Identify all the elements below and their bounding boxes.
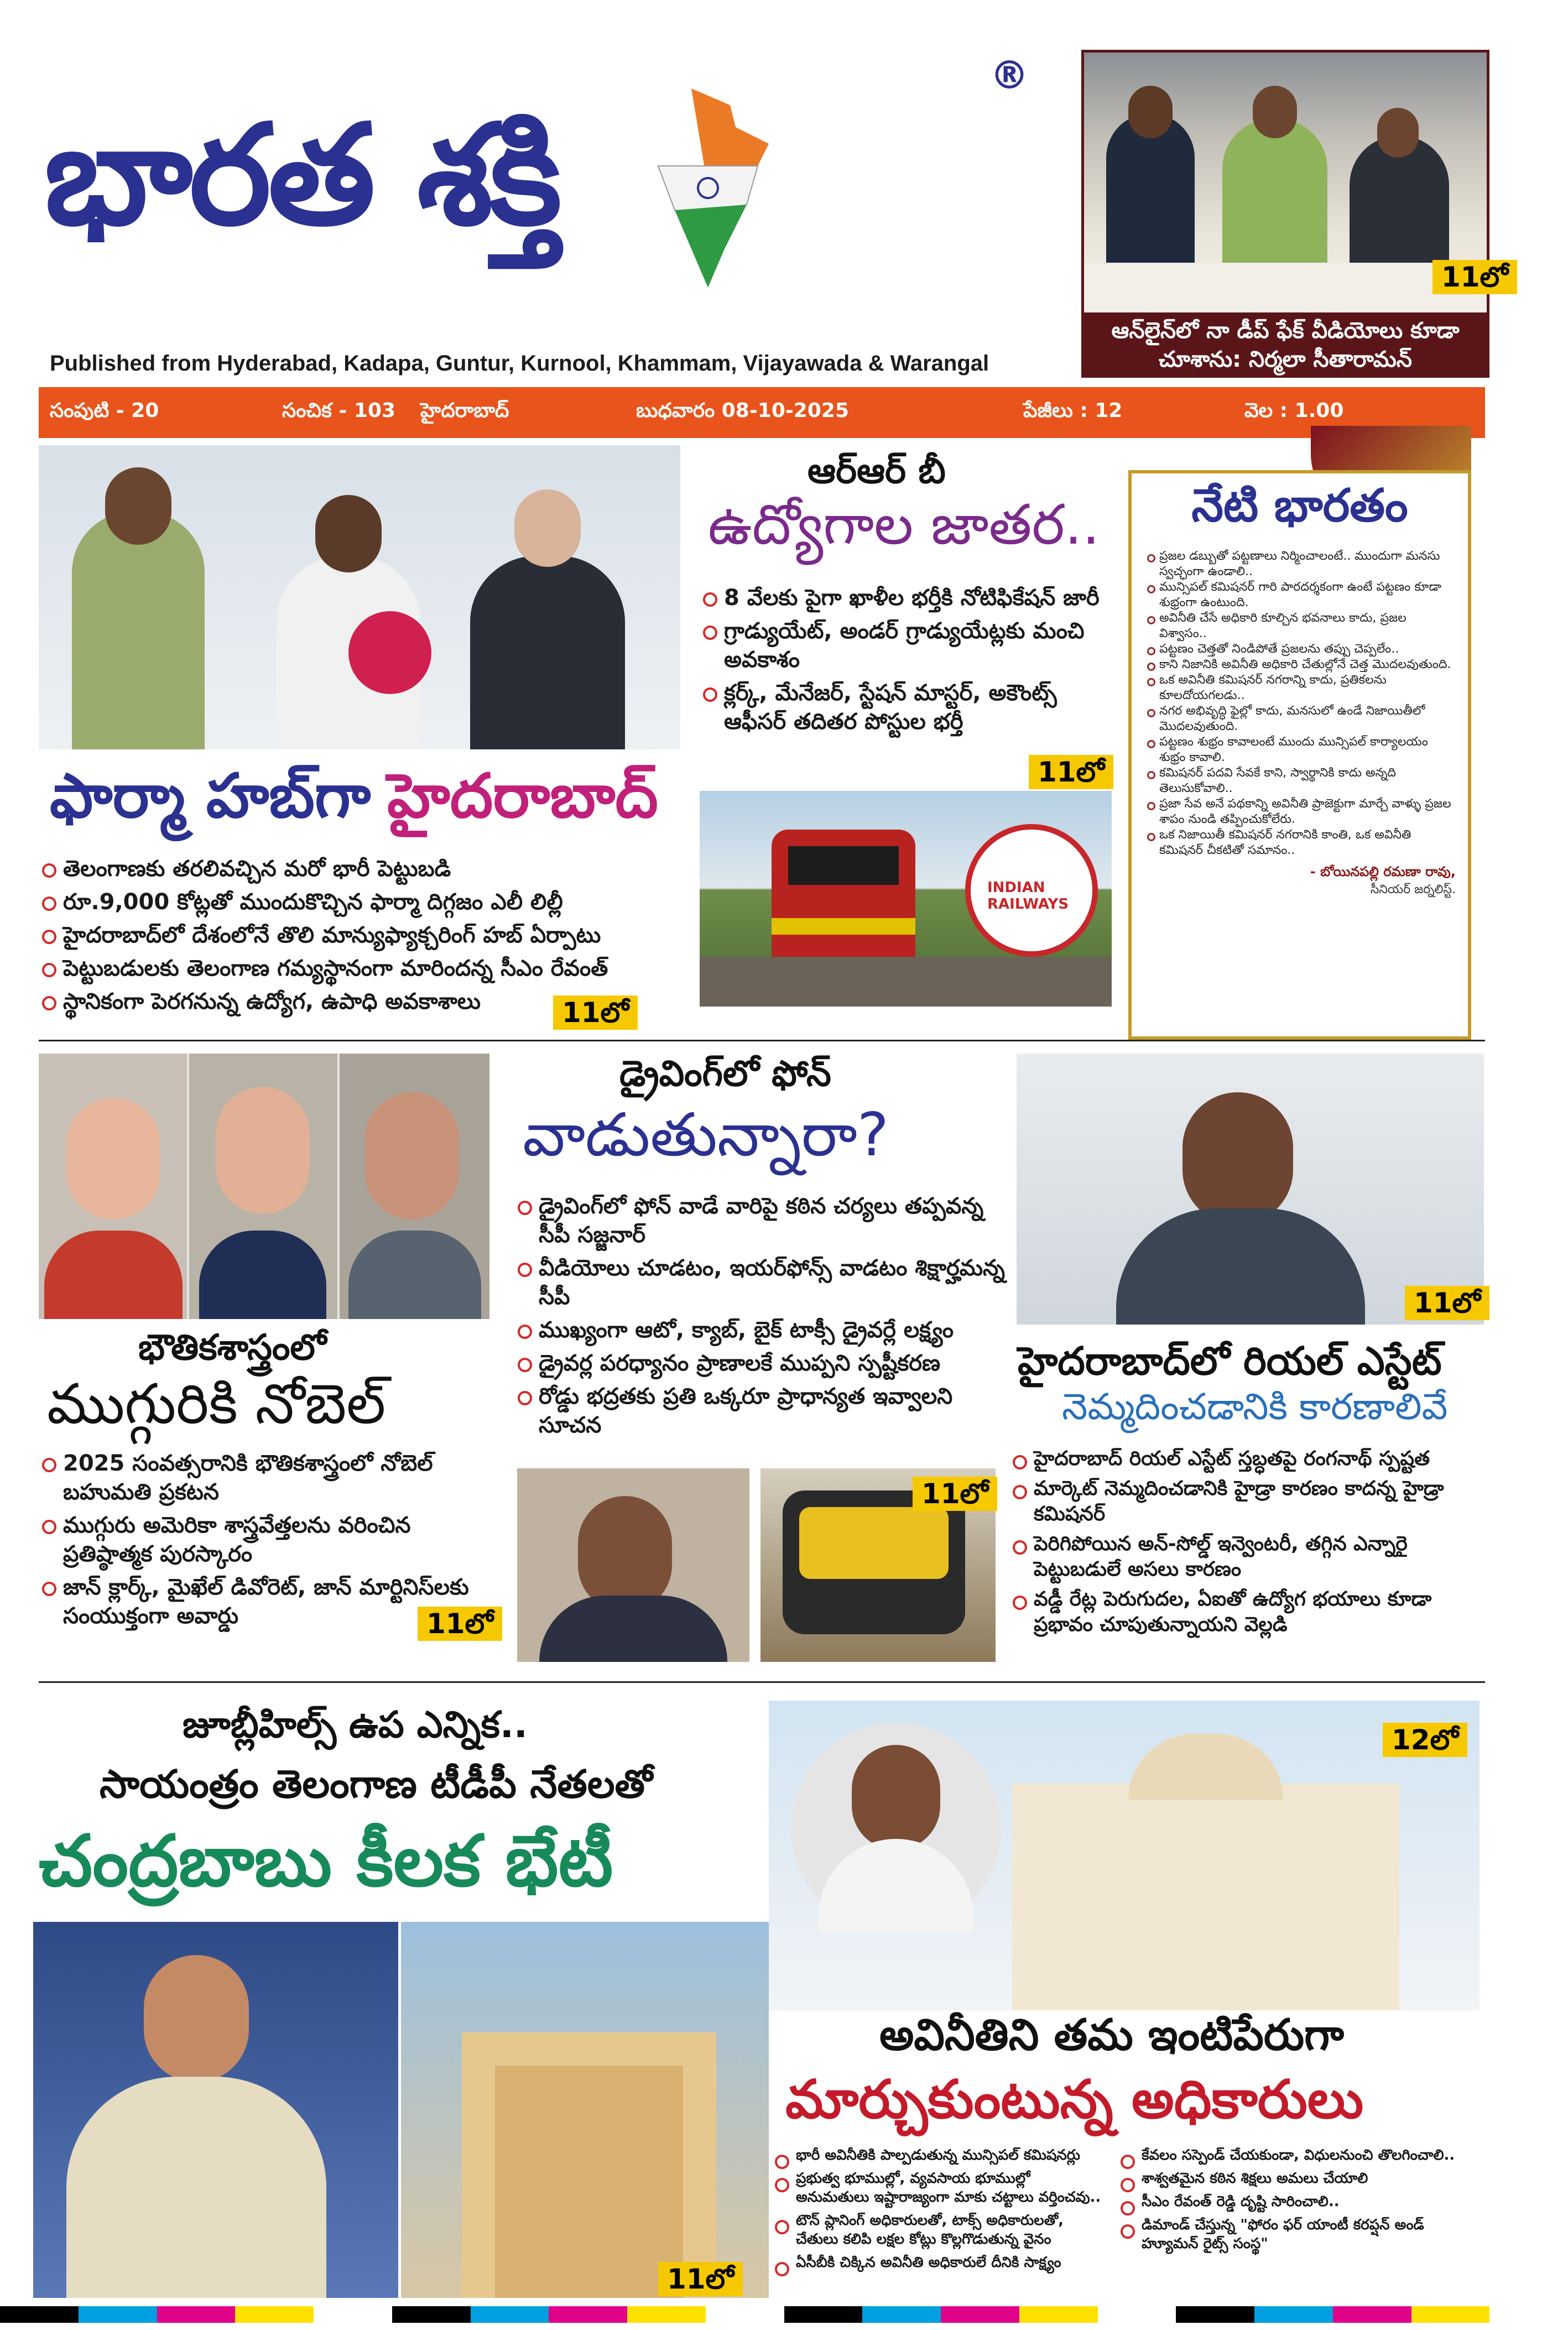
masthead-logo: భారత శక్తి: [44, 93, 559, 256]
rrb-kicker: ఆర్ఆర్ బీ: [808, 451, 946, 492]
page-ref-badge: 11లో: [553, 995, 638, 1030]
neti-author: - బోయినపల్లి రమణా రావు,: [1310, 864, 1456, 879]
list-item: రూ.9,000 కోట్లతో ముందుకొచ్చిన ఫార్మా దిగ్గజం ఎలీ లిల్లీ: [39, 888, 691, 916]
chandrababu-photo: [33, 1922, 398, 2298]
rrb-headline: ఉద్యోగాల జాతర..: [708, 492, 1100, 557]
list-item: కాని నిజానికి అవినీతి అధికారి చేతుల్లోనే చెత్త మొదలవుతుంది.: [1144, 657, 1456, 673]
list-item: స్థానికంగా పెరగనున్న ఉద్యోగ, ఉపాధి అవకాశాలు: [39, 987, 691, 1016]
page-ref-badge: 11లో: [418, 1607, 502, 1641]
rrb-bullets: [700, 583, 1120, 741]
list-item: భారీ అవినీతికి పాల్పడుతున్న మున్సిపల్ కమిషనర్లు: [772, 2146, 1103, 2165]
list-item: ప్రజా సేవ అనే పథకాన్ని అవినీతి ప్రాజెక్టుగా మార్చే వాళ్ళు ప్రజల శాపం నుండి తప్పించుకోలేరు.: [1144, 796, 1456, 827]
page-ref-badge: 12లో: [1383, 1723, 1467, 1757]
list-item: అవినీతి చేసే అధికారి కూల్చిన భవనాలు కాదు, ప్రజల విశ్వాసం..: [1144, 611, 1456, 642]
list-item: ఒక అవినీతి కమిషనర్ నగరాన్ని కాదు, ప్రతికలను కూలదోయగలడు..: [1144, 673, 1456, 703]
tdp-office-photo: [401, 1922, 769, 2298]
phone-bullets: [514, 1192, 1012, 1444]
list-item: కమిషనర్ పదవి సేవకే కాని, స్వార్థానికి కాదు అన్నది తెలుసుకోవాలి..: [1144, 765, 1456, 796]
realestate-bullets: [1009, 1446, 1485, 1642]
neti-title: నేటి భారతం: [1191, 479, 1408, 532]
rail-logo-text: INDIAN RAILWAYS: [987, 879, 1069, 913]
list-item: మున్సిపల్ కమిషనర్ గారి పారదర్శకంగా ఉంటే పట్టణం కూడా శుభ్రంగా ఉంటుంది.: [1144, 580, 1456, 611]
list-item: ప్రజల డబ్బుతో పట్టణాలు నిర్మించాలంటే.. ముందుగా మనసు స్వచ్ఛంగా ఉండాలి..: [1144, 549, 1456, 580]
price: వెల : 1.00: [1244, 399, 1344, 422]
edition-city: హైదరాబాద్: [420, 399, 509, 422]
issue-info-bar: [39, 387, 1485, 438]
list-item: ఒక నిజాయితీ కమిషనర్ నగరానికి కాంతి, ఒక అవినీతి కమిషనర్ చీకటితో సమానం..: [1144, 827, 1456, 858]
list-item: వడ్డీ రేట్ల పెరుగుదల, ఏఐతో ఉద్యోగ భయాలు కూడా ప్రభావం చూపుతున్నాయని వెల్లడి: [1009, 1587, 1485, 1638]
realestate-headline-b: నెమ్మదించడానికి కారణాలివే: [1062, 1385, 1448, 1428]
caption-line: ఆన్‌లైన్‌లో నా డీప్ ఫేక్ వీడియోలు కూడా: [1111, 318, 1460, 343]
hydra-commissioner-photo: [1017, 1054, 1484, 1325]
corruption-left-bullets: [772, 2146, 1103, 2276]
registered-mark: ®: [990, 53, 1029, 98]
list-item: పెట్టుబడులకు తెలంగాణ గమ్యస్థానంగా మారిందన్న సీఎం రేవంత్: [39, 954, 691, 983]
published-line: Published from Hyderabad, Kadapa, Guntur, Kurnool, Khammam, Vijayawada & Warangal: [50, 351, 989, 376]
list-item: పట్టణం శుభ్రం కావాలంటే ముందు మున్సిపల్ కార్యాలయం శుభ్రం కావాలి.: [1144, 734, 1456, 765]
naidu-line2: సాయంత్రం తెలంగాణ టీడీపీ నేతలతో: [100, 1761, 653, 1807]
corruption-right-bullets: [1117, 2146, 1482, 2258]
neti-author-role: సీనియర్ జర్నలిస్ట్.: [1370, 883, 1456, 896]
sitharaman-photo: [1084, 53, 1487, 312]
nobel-laureates-photo: [39, 1054, 489, 1319]
phone-headline: వాడుతున్నారా?: [523, 1101, 889, 1170]
neti-bharatam-box: [1128, 470, 1471, 1040]
list-item: 2025 సంవత్సరానికి భౌతికశాస్త్రంలో నోబెల్ బహుమతి ప్రకటన: [39, 1449, 492, 1507]
list-item: డ్రైవర్ల పరధ్యానం ప్రాణాలకే ముప్పని స్పష్టీకరణ: [514, 1349, 1012, 1378]
telangana-secretariat-photo: [769, 1701, 1480, 2010]
india-map-icon: [625, 83, 791, 293]
page-ref-badge: 11లో: [658, 2262, 743, 2296]
naidu-line1: జూబ్లీహిల్స్ ఉప ఎన్నిక..: [183, 1703, 528, 1746]
page-ref-badge: 11లో: [1405, 1286, 1489, 1320]
list-item: సీఎం రేవంత్ రెడ్డి దృష్టి సారించాలి..: [1117, 2192, 1482, 2211]
list-item: టౌన్ ప్లానింగ్ అధికారులతో, టాక్స్ అధికారులతో, చేతులు కలిపి లక్షల కోట్లు కొల్లగొడుతున్న వైనం: [772, 2211, 1103, 2249]
list-item: తెలంగాణకు తరలివచ్చిన మరో భారీ పెట్టుబడి: [39, 854, 691, 883]
issue-number: సంచిక - 103: [282, 399, 396, 422]
train-photo: [700, 791, 1112, 1007]
list-item: గ్రాడ్యుయేట్, అండర్ గ్రాడ్యుయేట్లకు మంచి అవకాశం: [700, 617, 1120, 674]
page-count: పేజీలు : 12: [1023, 399, 1123, 422]
corruption-line1: అవినీతిని తమ ఇంటిపేరుగా: [879, 2010, 1344, 2060]
corruption-line2: మార్చుకుంటున్న అధికారులు: [785, 2068, 1364, 2130]
sitharaman-caption[interactable]: [1084, 314, 1487, 376]
list-item: క్లర్క్, మేనేజర్, స్టేషన్ మాస్టర్, అకౌంట్స్ ఆఫీసర్ తదితర పోస్టుల భర్తీ: [700, 679, 1120, 736]
list-item: ముగ్గురు అమెరికా శాస్త్రవేత్తలను వరించిన ప్రతిష్ఠాత్మక పురస్కారం: [39, 1511, 492, 1568]
list-item: హైదరాబాద్ రియల్ ఎస్టేట్ స్తబ్ధతపై రంగనాథ్ స్పష్టత: [1009, 1446, 1485, 1472]
list-item: పట్టణం చెత్తతో నిండిపోతే ప్రజలను తప్పు చెప్పలేం..: [1144, 642, 1456, 657]
issue-date: బుధవారం 08-10-2025: [636, 399, 850, 422]
page-ref-badge: 11లో: [913, 1477, 997, 1511]
page-ref-badge: 11లో: [1029, 755, 1113, 789]
police-commissioner-photo: [517, 1468, 749, 1662]
list-item: రోడ్డు భద్రతకు ప్రతి ఒక్కరూ ప్రాధాన్యత ఇవ్వాలని సూచన: [514, 1382, 1012, 1440]
list-item: జాన్ క్లార్క్, మైఖేల్ డివోరెట్, జాన్ మార్టినిస్‌లకు సంయుక్తంగా అవార్డు: [39, 1573, 492, 1630]
list-item: నగర అభివృద్ధి ఫైల్లో కాదు, మనసులో ఉండే నిజాయితీలో మొదలవుతుంది.: [1144, 703, 1456, 734]
list-item: కేవలం సస్పెండ్ చేయకుండా, విధులనుంచి తొలగించాలి..: [1117, 2146, 1482, 2165]
list-item: వీడియోలు చూడటం, ఇయర్‌ఫోన్స్ వాడటం శిక్షార్హమన్న సీపీ: [514, 1254, 1012, 1311]
naidu-headline: చంద్రబాబు కీలక భేటీ: [39, 1820, 613, 1902]
pharma-headline-b: హైదరాబాద్: [387, 760, 658, 831]
print-color-bars: [0, 2306, 1568, 2323]
divider: [39, 1040, 1485, 1041]
volume: సంపుటి - 20: [50, 399, 159, 422]
list-item: శాశ్వతమైన కఠిన శిక్షలు అమలు చేయాలి: [1117, 2169, 1482, 2188]
pharma-photo: [39, 445, 680, 749]
page-ref-badge: 11లో: [1432, 260, 1517, 294]
nobel-headline: ముగ్గురికి నోబెల్: [47, 1372, 386, 1436]
list-item: హైదరాబాద్‌లో దేశంలోనే తొలి మాన్యుఫ్యాక్చరింగ్ హబ్ ఏర్పాటు: [39, 921, 691, 950]
list-item: ప్రభుత్వ భూముల్లో, వ్యవసాయ భూముల్లో అనుమతులు ఇష్టారాజ్యంగా మాకు చట్టాలు వర్తించవు..: [772, 2169, 1103, 2207]
list-item: డ్రైవింగ్‌లో ఫోన్ వాడే వారిపై కఠిన చర్యలు తప్పవన్న సీపీ సజ్జనార్: [514, 1192, 1012, 1249]
nobel-kicker: భౌతికశాస్త్రంలో: [138, 1327, 327, 1368]
phone-kicker: డ్రైవింగ్‌లో ఫోన్: [619, 1054, 831, 1094]
caption-line: చూశాను: నిర్మలా సీతారామన్: [1159, 347, 1412, 372]
list-item: పెరిగిపోయిన అన్-సోల్డ్ ఇన్వెంటరీ, తగ్గిన ఎన్నారై పెట్టుబడులే అసలు కారణం: [1009, 1531, 1485, 1582]
pharma-headline-a: ఫార్మా హబ్‌గా: [50, 760, 371, 831]
list-item: 8 వేలకు పైగా ఖాళీల భర్తీకి నోటిఫికేషన్ జారీ: [700, 583, 1120, 612]
list-item: మార్కెట్ నెమ్మదించడానికి హైడ్రా కారణం కాదన్న హైడ్రా కమిషనర్: [1009, 1476, 1485, 1527]
realestate-headline-a: హైదరాబాద్‌లో రియల్ ఎస్టేట్: [1018, 1338, 1442, 1384]
list-item: ఏసీబీకి చిక్కిన అవినీతి అధికారులే దీనికి సాక్ష్యం: [772, 2253, 1103, 2272]
list-item: డిమాండ్ చేస్తున్న "ఫోరం ఫర్ యాంటీ కరప్షన్ అండ్ హ్యూమన్ రైట్స్ సంస్థ": [1117, 2216, 1482, 2253]
divider: [39, 1681, 1485, 1683]
list-item: ముఖ్యంగా ఆటో, క్యాబ్, బైక్ టాక్సీ డ్రైవర్లే లక్ష్యం: [514, 1316, 1012, 1344]
